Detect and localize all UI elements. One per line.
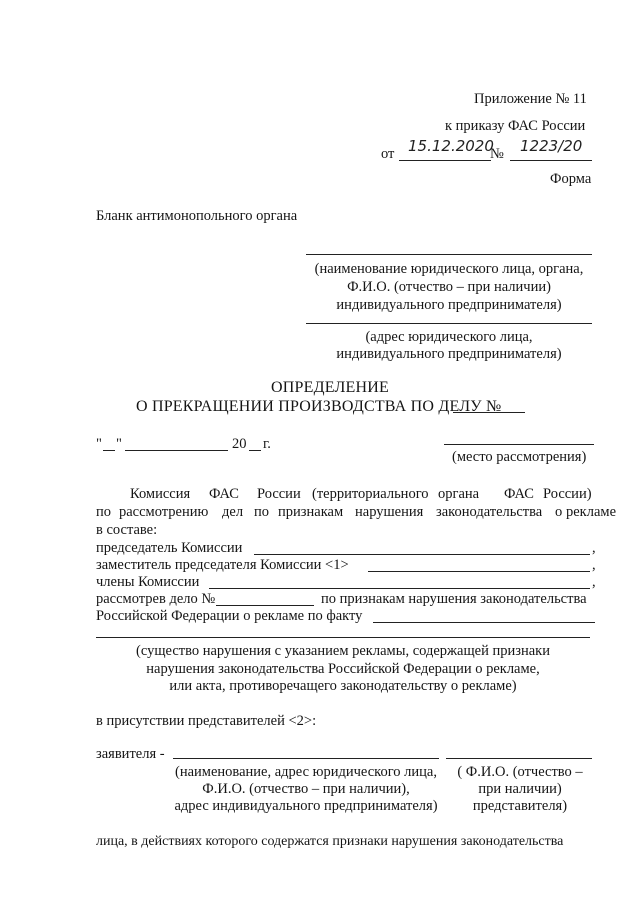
document-title: ОПРЕДЕЛЕНИЕ bbox=[271, 379, 389, 396]
order-date: 15.12.2020 bbox=[408, 137, 494, 155]
rep-caption-2: при наличии) bbox=[478, 781, 562, 797]
case-suffix: по признакам нарушения законодательства bbox=[321, 591, 587, 607]
case-number-line bbox=[453, 412, 525, 413]
p1-word: по bbox=[254, 504, 270, 520]
p1-word: нарушения bbox=[355, 504, 424, 520]
members-comma: , bbox=[592, 574, 596, 590]
date-prefix: от bbox=[381, 146, 395, 162]
applicant-caption-1: (наименование, адрес юридического лица, bbox=[175, 764, 437, 780]
document-subtitle: О ПРЕКРАЩЕНИИ ПРОИЗВОДСТВА ПО ДЕЛУ № bbox=[136, 398, 502, 415]
essence-caption-2: нарушения законодательства Российской Федерации о рекламе, bbox=[146, 661, 540, 677]
representative-line bbox=[446, 758, 592, 759]
appendix-label: Приложение № 11 bbox=[474, 91, 587, 107]
essence-caption-1: (существо нарушения с указанием рекламы, содержащей признаки bbox=[136, 643, 550, 659]
addressee-caption-2: Ф.И.О. (отчество – при наличии) bbox=[347, 279, 551, 295]
date-line bbox=[399, 160, 491, 161]
chairman-line bbox=[254, 554, 590, 555]
addressee-address-line bbox=[306, 323, 592, 324]
case-line bbox=[216, 605, 314, 606]
form-label: Форма bbox=[550, 171, 592, 187]
p1-word: России) bbox=[543, 486, 592, 502]
fact-line bbox=[373, 622, 595, 623]
addressee-caption-3: индивидуального предпринимателя) bbox=[336, 297, 562, 313]
members-label: члены Комиссии bbox=[96, 574, 200, 590]
applicant-caption-3: адрес индивидуального предпринимателя) bbox=[174, 798, 438, 814]
applicant-label: заявителя - bbox=[96, 746, 165, 762]
year-line bbox=[249, 450, 261, 451]
deputy-label: заместитель председателя Комиссии <1> bbox=[96, 557, 349, 573]
chairman-comma: , bbox=[592, 540, 596, 556]
presence-label: в присутствии представителей <2>: bbox=[96, 713, 317, 729]
month-line bbox=[125, 450, 228, 451]
year-prefix: 20 bbox=[232, 436, 247, 452]
day-line bbox=[103, 450, 115, 451]
date-quote-open: " bbox=[96, 436, 102, 452]
p1-word: о bbox=[555, 504, 563, 520]
members-line bbox=[209, 588, 590, 589]
p1-word: рекламе bbox=[566, 504, 617, 520]
applicant-line bbox=[173, 758, 439, 759]
place-line bbox=[444, 444, 594, 445]
number-line bbox=[510, 160, 592, 161]
year-suffix: г. bbox=[263, 436, 271, 452]
rep-caption-1: ( Ф.И.О. (отчество – bbox=[457, 764, 583, 780]
case-line2: Российской Федерации о рекламе по факту bbox=[96, 608, 363, 624]
addressee-caption-1: (наименование юридического лица, органа, bbox=[314, 261, 584, 277]
applicant-caption-2: Ф.И.О. (отчество – при наличии), bbox=[202, 781, 410, 797]
blank-label: Бланк антимонопольного органа bbox=[96, 208, 298, 224]
place-caption: (место рассмотрения) bbox=[452, 449, 587, 465]
address-caption-1: (адрес юридического лица, bbox=[365, 329, 533, 345]
p1-word: ФАС bbox=[209, 486, 239, 502]
deputy-line bbox=[368, 571, 590, 572]
p1-word: органа bbox=[438, 486, 480, 502]
p1-word: России bbox=[257, 486, 301, 502]
p1-word: ФАС bbox=[504, 486, 534, 502]
order-reference: к приказу ФАС России bbox=[445, 118, 586, 134]
addressee-name-line bbox=[306, 254, 592, 255]
composition-label: в составе: bbox=[96, 522, 158, 538]
deputy-comma: , bbox=[592, 557, 596, 573]
p1-word: рассмотрению bbox=[119, 504, 209, 520]
rep-caption-3: представителя) bbox=[472, 798, 568, 814]
number-sign: № bbox=[490, 146, 504, 162]
p1-word: законодательства bbox=[436, 504, 543, 520]
violator-line: лица, в действиях которого содержатся признаки нарушения законодательства bbox=[96, 834, 564, 849]
case-prefix: рассмотрев дело № bbox=[96, 591, 216, 607]
p1-word: Комиссия bbox=[130, 486, 191, 502]
p1-word: (территориального bbox=[312, 486, 429, 502]
p1-word: по bbox=[96, 504, 112, 520]
essence-caption-3: или акта, противоречащего законодательству о рекламе) bbox=[169, 678, 517, 694]
essence-line bbox=[96, 637, 590, 638]
chairman-label: председатель Комиссии bbox=[96, 540, 243, 556]
order-number: 1223/20 bbox=[520, 137, 583, 155]
p1-word: признакам bbox=[278, 504, 344, 520]
date-quote-close: " bbox=[116, 436, 122, 452]
p1-word: дел bbox=[222, 504, 244, 520]
address-caption-2: индивидуального предпринимателя) bbox=[336, 346, 562, 362]
